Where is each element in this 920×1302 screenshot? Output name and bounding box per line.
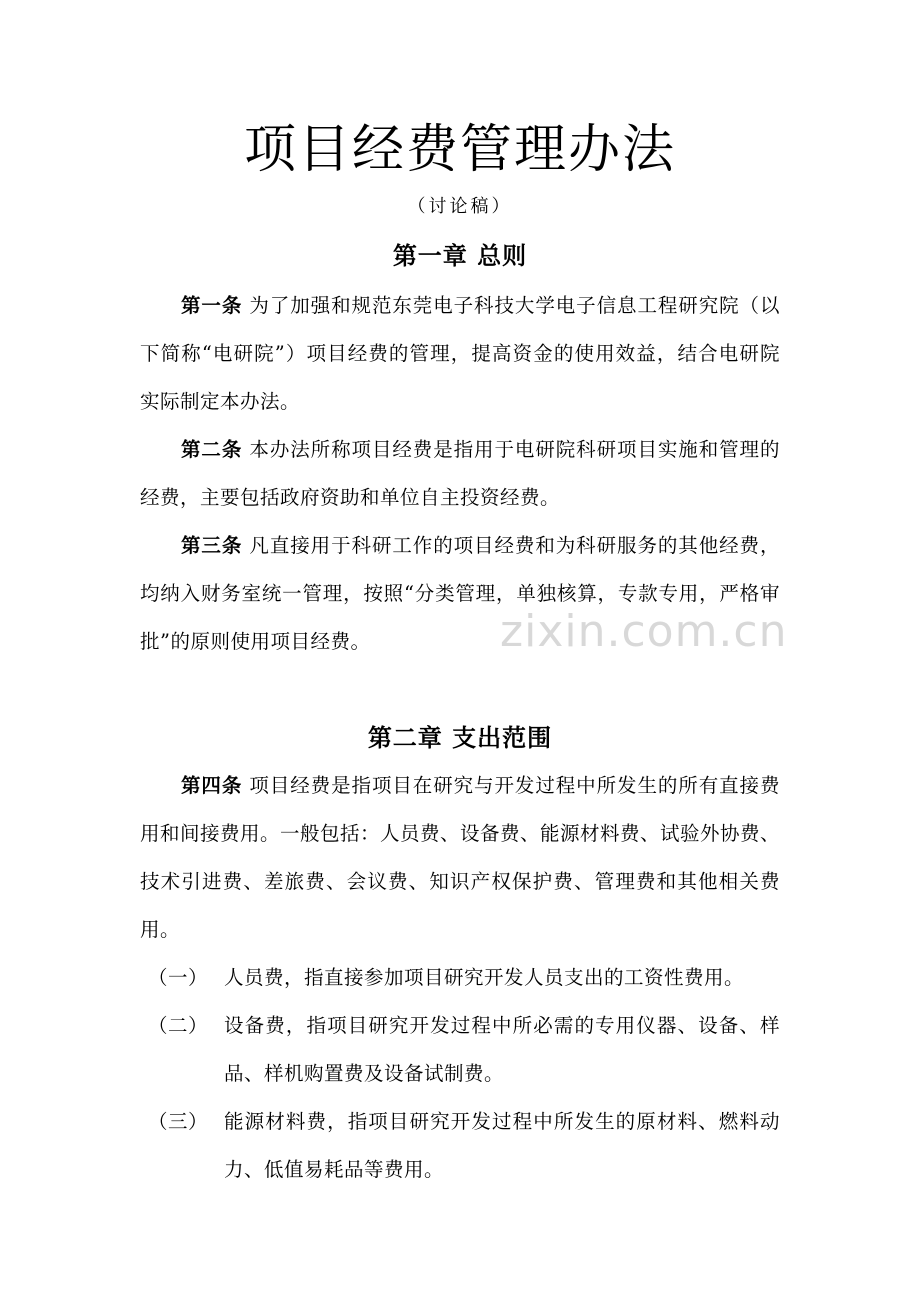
list-item-text: 设备费，指项目研究开发过程中所必需的专用仪器、设备、样品、样机购置费及设备试制费。 — [224, 1014, 780, 1085]
article-text: 本办法所称项目经费是指用于电研院科研项目实施和管理的经费，主要包括政府资助和单位自主投资经费。 — [140, 438, 780, 509]
article-paragraph — [140, 762, 780, 954]
list-item — [140, 1098, 780, 1194]
article-label: 第三条 — [181, 534, 243, 557]
article-text: 项目经费是指项目在研究与开发过程中所发生的所有直接费用和间接费用。一般包括：人员费、设备费、能源材料费、试验外协费、技术引进费、差旅费、会议费、知识产权保护费、管理费和其他相关费用。 — [140, 774, 781, 941]
chapter-heading: 第二章 支出范围 — [367, 724, 553, 752]
article-text: 凡直接用于科研工作的项目经费和为科研服务的其他经费，均纳入财务室统一管理，按照“分类管理，单独核算，专款专用，严格审批”的原则使用项目经费。 — [140, 534, 780, 653]
chapter-heading: 第一章 总则 — [392, 242, 528, 270]
article-label: 第四条 — [181, 774, 243, 797]
list-item-text: 人员费，指直接参加项目研究开发人员支出的工资性费用。 — [224, 966, 745, 989]
list-item — [140, 1002, 780, 1098]
list-item — [140, 954, 780, 1002]
article-label: 第一条 — [181, 294, 243, 317]
article-paragraph — [140, 282, 780, 426]
article-paragraph — [140, 426, 780, 522]
list-item-number: （一） — [148, 966, 209, 989]
list-item-number: （二） — [148, 1014, 209, 1037]
article-text: 为了加强和规范东莞电子科技大学电子信息工程研究院（以下简称“电研院”）项目经费的管理，提高资金的使用效益，结合电研院实际制定本办法。 — [140, 294, 780, 413]
watermark: zixin.com.cn — [500, 606, 788, 657]
list-item-number: （三） — [148, 1110, 209, 1133]
article-label: 第二条 — [181, 438, 243, 461]
document-subtitle: （讨论稿） — [407, 196, 513, 217]
document-title: 项目经费管理办法 — [243, 120, 676, 180]
list-item-text: 能源材料费，指项目研究开发过程中所发生的原材料、燃料动力、低值易耗品等费用。 — [224, 1110, 780, 1181]
